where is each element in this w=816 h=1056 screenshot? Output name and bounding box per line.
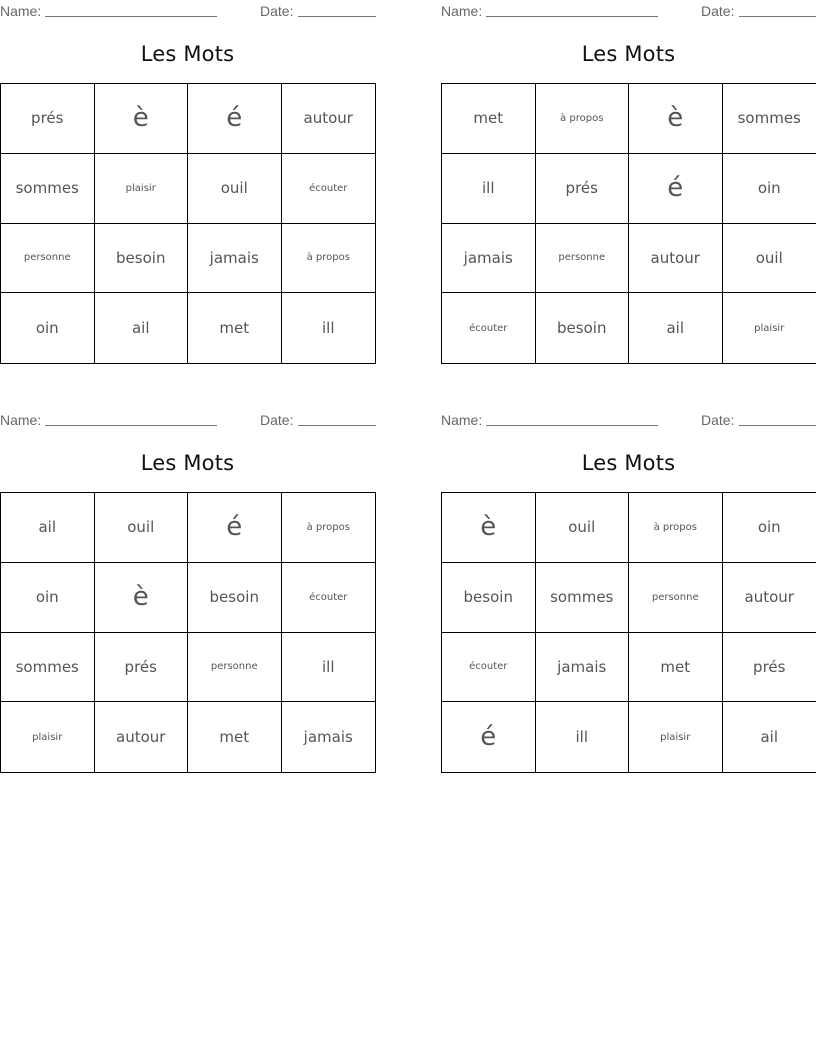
bingo-cell[interactable]: é [442,702,536,772]
bingo-cell[interactable]: met [442,84,536,154]
bingo-grid [441,83,816,364]
bingo-cell[interactable]: à propos [629,493,723,563]
bingo-cell[interactable]: ail [760,728,779,747]
bingo-cell[interactable]: écouter [282,563,376,633]
name-field-line[interactable] [45,425,217,426]
bingo-cell[interactable]: personne [536,224,630,294]
bingo-cell[interactable]: plaisir [629,702,723,772]
bingo-cell[interactable]: ill [321,319,335,338]
card-title: Les Mots [581,42,676,66]
card-title: Les Mots [581,451,676,475]
bingo-cell[interactable]: besoin [188,563,282,633]
card-title: Les Mots [140,42,235,66]
bingo-cell[interactable]: écouter [442,633,536,703]
bingo-cell[interactable]: ouil [536,493,630,563]
bingo-cell[interactable]: jamais [303,728,353,747]
bingo-cell[interactable]: ill [442,154,536,224]
bingo-cell[interactable]: jamais [442,224,536,294]
bingo-cell[interactable]: sommes [1,633,95,703]
bingo-cell[interactable]: ail [629,293,723,363]
bingo-cell[interactable]: autour [95,702,189,772]
bingo-cell[interactable]: prés [95,633,189,703]
date-field-line[interactable] [739,425,816,426]
bingo-cell[interactable]: autour [282,84,376,154]
bingo-cell[interactable]: à propos [282,224,376,294]
bingo-cell[interactable]: plaisir [1,702,95,772]
date-field-line[interactable] [739,16,816,17]
bingo-cell[interactable]: à propos [536,84,630,154]
bingo-cell[interactable]: ail [95,293,189,363]
name-label: Name: [441,412,483,428]
bingo-cell[interactable]: sommes [1,154,95,224]
bingo-cell[interactable]: oin [1,293,95,363]
name-date-header [0,0,380,20]
bingo-cell[interactable]: è [629,84,723,154]
bingo-cell[interactable]: è [95,84,189,154]
bingo-cell[interactable]: oin [1,563,95,633]
bingo-cell[interactable]: ouil [95,493,189,563]
bingo-cell[interactable]: ouil [188,154,282,224]
card-title: Les Mots [140,451,235,475]
date-label: Date: [260,3,294,19]
name-field-line[interactable] [486,425,658,426]
name-date-header [0,409,380,429]
bingo-cell[interactable]: besoin [442,563,536,633]
bingo-cell[interactable]: personne [188,633,282,703]
bingo-cell[interactable]: personne [1,224,95,294]
name-date-header [441,0,816,20]
name-label: Name: [0,412,42,428]
bingo-cell[interactable]: met [188,702,282,772]
bingo-cell[interactable]: prés [723,633,816,703]
bingo-cell[interactable]: plaisir [95,154,189,224]
name-label: Name: [441,3,483,19]
bingo-cell[interactable]: besoin [536,293,630,363]
name-date-header [441,409,816,429]
name-field-line[interactable] [45,16,217,17]
bingo-cell[interactable]: besoin [95,224,189,294]
bingo-cell[interactable]: met [188,293,282,363]
bingo-grid [441,492,816,773]
name-field-line[interactable] [486,16,658,17]
bingo-cell[interactable]: écouter [442,293,536,363]
bingo-cell[interactable]: met [629,633,723,703]
bingo-cell[interactable]: é [188,84,282,154]
date-field-line[interactable] [298,16,376,17]
bingo-cell[interactable]: jamais [188,224,282,294]
bingo-cell[interactable]: oin [723,154,816,224]
bingo-cell[interactable]: sommes [536,563,630,633]
bingo-grid [0,83,376,364]
bingo-cell[interactable]: ill [536,702,630,772]
bingo-cell[interactable]: jamais [536,633,630,703]
bingo-grid [0,492,376,773]
date-label: Date: [260,412,294,428]
bingo-cell[interactable]: autour [629,224,723,294]
date-field-line[interactable] [298,425,376,426]
bingo-cell[interactable]: è [442,493,536,563]
bingo-cell[interactable]: à propos [282,493,376,563]
bingo-cell[interactable]: ill [282,633,376,703]
bingo-cell[interactable]: ouil [723,224,816,294]
date-label: Date: [701,3,735,19]
bingo-cell[interactable]: prés [536,154,630,224]
bingo-cell[interactable]: plaisir [754,322,785,334]
bingo-cell[interactable]: autour [723,563,816,633]
bingo-cell[interactable]: è [95,563,189,633]
bingo-cell[interactable]: oin [723,493,816,563]
bingo-cell[interactable]: prés [1,84,95,154]
bingo-cell[interactable]: sommes [723,84,816,154]
date-label: Date: [701,412,735,428]
bingo-cell[interactable]: é [629,154,723,224]
bingo-cell[interactable]: écouter [282,154,376,224]
bingo-cell[interactable]: é [188,493,282,563]
name-label: Name: [0,3,42,19]
bingo-cell[interactable]: ail [1,493,95,563]
bingo-cell[interactable]: personne [629,563,723,633]
